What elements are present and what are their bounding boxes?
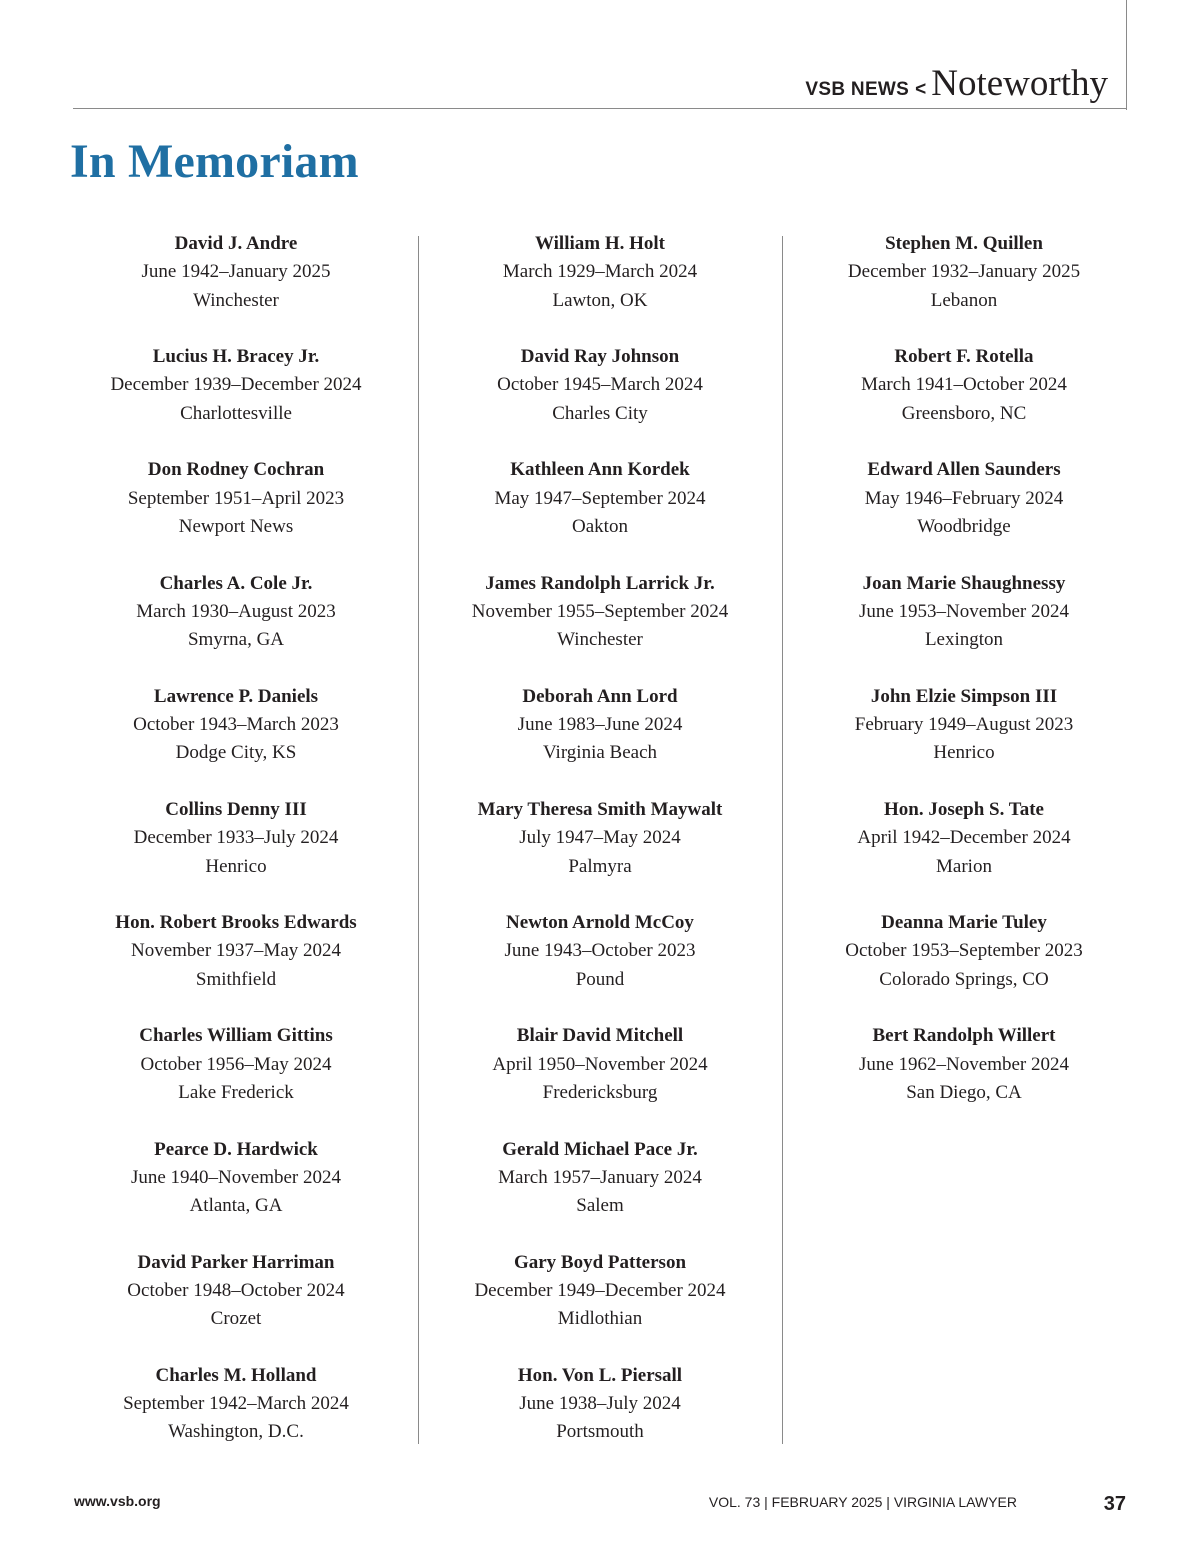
memorial-entry (55, 1362, 417, 1475)
memorial-entry (783, 909, 1145, 1022)
entry-name: Mary Theresa Smith Maywalt (477, 798, 723, 820)
entry-dates: December 1932–January 2025 (847, 261, 1081, 283)
memorial-entry (55, 230, 417, 343)
footer-website-link[interactable]: www.vsb.org (74, 1493, 161, 1509)
entry-name: Stephen M. Quillen (885, 233, 1043, 254)
entry-dates: May 1947–September 2024 (494, 487, 706, 509)
entry-name: Lawrence P. Daniels (153, 685, 319, 707)
entry-name: James Randolph Larrick Jr. (485, 572, 715, 594)
memorial-entry (419, 343, 781, 456)
entry-place: Lexington (924, 629, 1004, 651)
entry-dates: June 1962–November 2024 (858, 1053, 1070, 1075)
entry-dates: June 1942–January 2025 (141, 261, 331, 283)
column-1 (55, 230, 417, 1475)
entry-name: Hon. Von L. Piersall (517, 1364, 683, 1386)
entry-name: Lucius H. Bracey Jr. (152, 346, 320, 368)
header-separator: < (915, 79, 927, 100)
entry-dates: June 1943–October 2023 (504, 940, 696, 962)
entry-name: Gerald Michael Pace Jr. (502, 1138, 698, 1160)
entry-name: John Elzie Simpson III (870, 685, 1058, 707)
entry-dates: June 1953–November 2024 (858, 600, 1070, 622)
entry-dates: March 1930–August 2023 (136, 600, 336, 622)
entry-place: Henrico (205, 855, 267, 877)
memorial-entry (55, 909, 417, 1022)
entry-dates: September 1942–March 2024 (123, 1393, 349, 1415)
memorial-entry (419, 1249, 781, 1362)
entry-name: Hon. Robert Brooks Edwards (115, 912, 357, 934)
entry-dates: November 1937–May 2024 (130, 940, 342, 962)
entry-name: Don Rodney Cochran (147, 459, 325, 481)
entry-name: Hon. Joseph S. Tate (884, 798, 1044, 820)
column-3 (783, 230, 1145, 1136)
entry-place: Dodge City, KS (175, 742, 297, 764)
memorial-entry (419, 456, 781, 569)
memorial-entry (55, 456, 417, 569)
memorial-entry (419, 796, 781, 909)
entry-place: Smithfield (195, 968, 277, 990)
entry-dates: October 1956–May 2024 (140, 1053, 332, 1075)
entry-place: Virginia Beach (542, 742, 658, 764)
header-section: VSB NEWS (805, 79, 910, 100)
entry-dates: December 1939–December 2024 (110, 374, 362, 396)
entry-name: Robert F. Rotella (894, 346, 1034, 368)
entry-place: Henrico (933, 742, 995, 764)
entry-name: David J. Andre (174, 233, 298, 254)
entry-dates: October 1943–March 2023 (133, 714, 339, 736)
entry-name: William H. Holt (534, 233, 665, 254)
entry-place: Midlothian (557, 1308, 643, 1330)
entry-dates: October 1948–October 2024 (127, 1279, 345, 1301)
entry-place: Winchester (193, 289, 279, 311)
entry-name: Charles William Gittins (139, 1025, 333, 1047)
entry-place: Lebanon (930, 289, 998, 311)
entry-dates: December 1933–July 2024 (133, 827, 339, 849)
memorial-entry (419, 570, 781, 683)
memorial-entry (55, 343, 417, 456)
entry-name: Charles M. Holland (155, 1364, 317, 1386)
entry-dates: February 1949–August 2023 (854, 714, 1074, 736)
entry-place: Salem (576, 1195, 624, 1217)
entry-name: Blair David Mitchell (516, 1025, 684, 1047)
entry-name: Deanna Marie Tuley (881, 912, 1047, 934)
memorial-entry (783, 230, 1145, 343)
entry-place: Lake Frederick (178, 1081, 294, 1103)
entry-place: Charlottesville (180, 402, 292, 424)
entry-place: Atlanta, GA (189, 1195, 283, 1217)
entry-dates: July 1947–May 2024 (519, 827, 681, 849)
memorial-entry (419, 230, 781, 343)
entry-place: Oakton (572, 515, 628, 537)
entry-place: Palmyra (568, 855, 632, 877)
memorial-entry (783, 343, 1145, 456)
entry-name: Pearce D. Hardwick (154, 1138, 318, 1160)
entry-dates: June 1983–June 2024 (517, 714, 683, 736)
memoriam-columns (55, 230, 1145, 1444)
entry-dates: October 1953–September 2023 (845, 940, 1083, 962)
memorial-entry (783, 796, 1145, 909)
entry-dates: June 1940–November 2024 (130, 1166, 342, 1188)
entry-name: Charles A. Cole Jr. (159, 572, 313, 594)
entry-dates: June 1938–July 2024 (519, 1393, 681, 1415)
entry-name: David Parker Harriman (137, 1251, 335, 1273)
entry-name: Newton Arnold McCoy (506, 912, 694, 934)
entry-name: Edward Allen Saunders (867, 459, 1061, 481)
entry-place: Washington, D.C. (168, 1421, 304, 1443)
memorial-entry (55, 683, 417, 796)
entry-place: Pound (575, 968, 625, 990)
entry-place: Colorado Springs, CO (879, 968, 1049, 990)
entry-place: Portsmouth (556, 1421, 644, 1443)
column-2 (419, 230, 781, 1475)
entry-place: Crozet (210, 1308, 262, 1330)
header-rule (73, 108, 1127, 109)
entry-dates: March 1941–October 2024 (861, 374, 1067, 396)
entry-dates: April 1942–December 2024 (857, 827, 1071, 849)
entry-dates: December 1949–December 2024 (474, 1279, 726, 1301)
memorial-entry (55, 796, 417, 909)
entry-dates: September 1951–April 2023 (127, 487, 345, 509)
entry-dates: May 1946–February 2024 (864, 487, 1064, 509)
entry-place: Woodbridge (917, 515, 1011, 537)
memorial-entry (783, 570, 1145, 683)
entry-dates: March 1957–January 2024 (498, 1166, 702, 1188)
memorial-entry (783, 1022, 1145, 1135)
footer-issue-info: VOL. 73 | FEBRUARY 2025 | VIRGINIA LAWYER (708, 1494, 1017, 1510)
entry-dates: November 1955–September 2024 (471, 600, 729, 622)
memorial-entry (419, 909, 781, 1022)
entry-name: Kathleen Ann Kordek (510, 459, 690, 481)
entry-place: Fredericksburg (542, 1081, 658, 1103)
header-vertical-rule (1126, 0, 1127, 110)
memorial-entry (55, 1249, 417, 1362)
entry-name: Gary Boyd Patterson (513, 1251, 687, 1273)
page-title: In Memoriam (70, 135, 359, 188)
entry-place: Marion (936, 855, 992, 877)
header-department: Noteworthy (931, 63, 1108, 104)
memorial-entry (419, 1022, 781, 1135)
entry-place: Greensboro, NC (901, 402, 1027, 424)
memorial-entry (55, 570, 417, 683)
memorial-entry (783, 683, 1145, 796)
memorial-entry (783, 456, 1145, 569)
entry-dates: March 1929–March 2024 (502, 261, 698, 283)
entry-dates: October 1945–March 2024 (497, 374, 703, 396)
entry-name: Collins Denny III (165, 798, 307, 820)
memorial-entry (419, 683, 781, 796)
entry-place: Lawton, OK (552, 289, 648, 311)
entry-name: Deborah Ann Lord (522, 685, 678, 707)
running-header (805, 62, 1108, 105)
entry-name: Joan Marie Shaughnessy (862, 572, 1066, 594)
memorial-entry (55, 1022, 417, 1135)
entry-name: Bert Randolph Willert (872, 1025, 1056, 1047)
entry-dates: April 1950–November 2024 (492, 1053, 708, 1075)
entry-place: Charles City (552, 402, 648, 424)
entry-place: Winchester (557, 629, 643, 651)
memorial-entry (419, 1362, 781, 1475)
memorial-entry (55, 1136, 417, 1249)
entry-name: David Ray Johnson (520, 346, 680, 368)
entry-place: San Diego, CA (906, 1081, 1022, 1103)
entry-place: Newport News (178, 515, 294, 537)
page-number: 37 (1103, 1493, 1126, 1515)
memorial-entry (419, 1136, 781, 1249)
entry-place: Smyrna, GA (187, 629, 285, 651)
